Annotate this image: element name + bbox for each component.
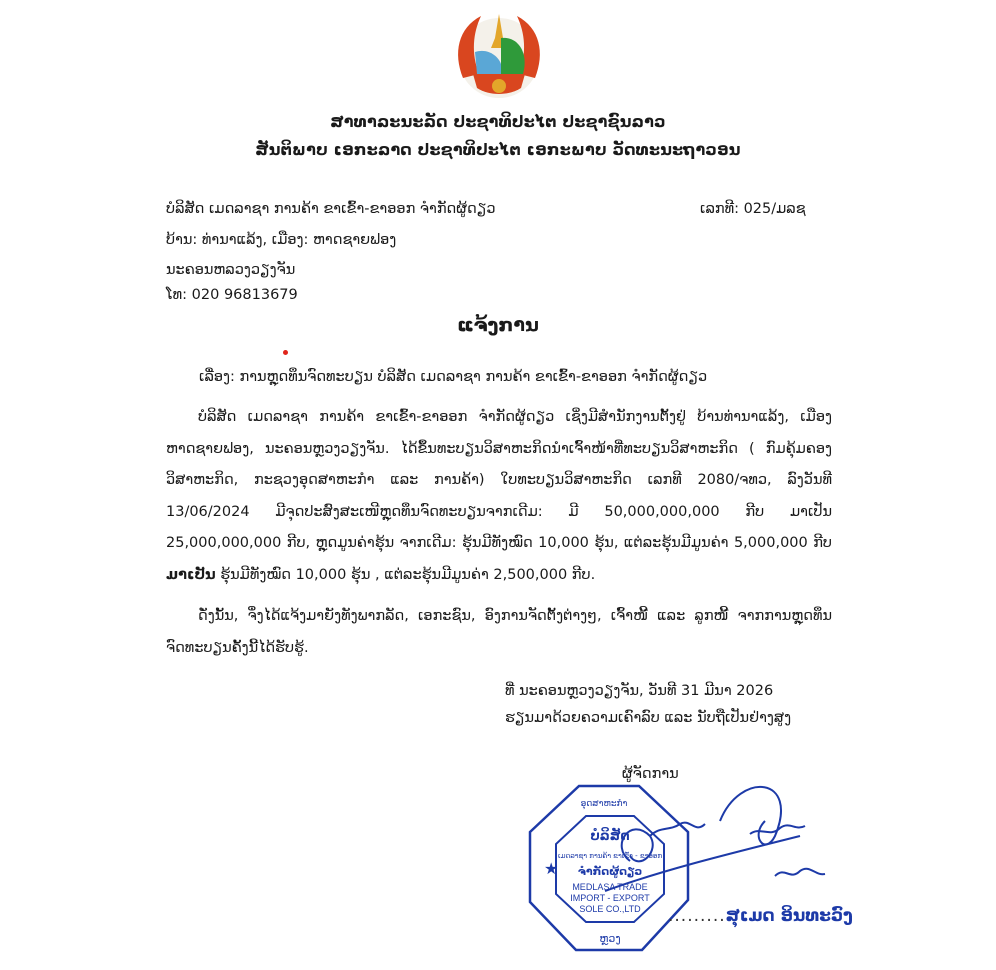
svg-text:IMPORT - EXPORT: IMPORT - EXPORT (570, 893, 650, 903)
paragraph2-text: ດັ່ງນັ້ນ, ຈຶ່ງໄດ້ແຈ້ງມາຍັງທັງພາກລັດ, ເອກະຊົນ, ອົງການຈັດຕັ້ງຕ່າງໆ, ເຈົ້າໜີ້ ແລະ ລູກໜີ້ ຈາກການຫຼຸດທຶນຈົດທະບຽນຄັ້ງນີ້ໄດ້ຮັບຮູ້. (166, 608, 832, 656)
svg-text:★: ★ (544, 859, 559, 878)
signature-dots: ......... (668, 906, 726, 926)
svg-text:ອຸດສາຫະກຳ: ອຸດສາຫະກຳ (580, 799, 628, 809)
svg-text:ບໍລິສັດ: ບໍລິສັດ (590, 829, 630, 844)
paragraph1-text-end: ຮຸ້ນມີທັງໝົດ 10,000 ຮຸ້ນ , ແຕ່ລະຮຸ້ນມີມູນຄ່າ 2,500,000 ກີບ. (215, 566, 596, 583)
svg-text:ຫຼວງ: ຫຼວງ (599, 932, 621, 945)
svg-text:MEDLASA TRADE: MEDLASA TRADE (572, 882, 648, 892)
svg-text:ເມດລາຊາ ການຄ້າ ຂາເຂົ້າ - ຂາອອກ: ເມດລາຊາ ການຄ້າ ຂາເຂົ້າ - ຂາອອກ (557, 852, 663, 860)
sender-address: ບ້ານ: ທ່ານາແລ້ງ, ເມືອງ: ຫາດຊາຍຟອງ (166, 232, 397, 248)
paragraph1-text: ບໍລິສັດ ເມດລາຊາ ການຄ້າ ຂາເຂົ້າ-ຂາອອກ ຈຳກັດຜູ້ດຽວ ເຊິ່ງມີສຳນັກງານຕັ້ງຢູ່ ບ້ານທ່ານາແລ້ງ, ເມືອງ ຫາດຊາຍຟອງ, ນະຄອນຫຼວງວຽງຈັນ. ໄດ້ຂຶ້ນທະບຽນວິສາຫະກິດນຳເຈົ້າໜ້າທີ່ທະບຽນວິສາຫະກິດ ( ກົມຄຸ້ມຄອງວິສາຫະກິດ, ກະຊວງອຸດສາຫະກຳ ແລະ ການຄ້າ) ໃບທະບຽນວິສາຫະກິດ ເລກທີ 2080/ຈທວ, ລົງວັນທີ 13/06/2024 ມີຈຸດປະສົງສະເໜີຫຼຸດທຶນຈົດທະບຽນຈາກເດີມ: ມີ 50,000,000,000 ກີບ ມາເປັນ 25,000,000,000 ກີບ, ຫຼຸດມູນຄ່າຮຸ້ນ ຈາກເດີມ: ຮຸ້ນມີທັງໝົດ 10,000 ຮຸ້ນ, ແຕ່ລະຮຸ້ນມີມູນຄ່າ 5,000,000 ກີບ (166, 409, 832, 551)
sender-company: ບໍລິສັດ ເມດລາຊາ ການຄ້າ ຂາເຂົ້າ-ຂາອອກ ຈຳກັດຜູ້ດຽວ (166, 201, 496, 217)
signer-name-line (668, 906, 853, 926)
body-paragraph-2 (166, 601, 832, 664)
closing-regards: ຮຽນມາດ້ວຍຄວາມເຄົາລົບ ແລະ ນັບຖືເປັນຢ່າງສູງ (505, 710, 792, 726)
national-motto: ສັນຕິພາບ ເອກະລາດ ປະຊາທິປະໄຕ ເອກະພາບ ວັດທະນະຖາວອນ (255, 140, 741, 159)
document-title: ແຈ້ງການ (457, 314, 539, 336)
body-paragraph-1 (166, 402, 832, 591)
svg-text:ຈຳກັດຜູ້ດຽວ: ຈຳກັດຜູ້ດຽວ (577, 865, 643, 878)
paragraph1-bold-text: ມາເປັນ (166, 566, 216, 583)
lao-national-emblem-icon (443, 8, 555, 102)
national-header-line1: ສາທາລະນະລັດ ປະຊາທິປະໄຕ ປະຊາຊົນລາວ (330, 112, 666, 131)
sender-city: ນະຄອນຫລວງວຽງຈັນ (166, 262, 296, 278)
signer-name: ສຸເມດ ອິນທະວົງ (725, 906, 853, 926)
signer-role: ຜູ້ຈັດການ (622, 766, 679, 782)
handwritten-signature-icon (600, 776, 840, 926)
place-date: ທີ່ ນະຄອນຫຼວງວຽງຈັນ, ວັນທີ 31 ມີນາ 2026 (505, 683, 774, 699)
subject-line: ເລື່ອງ: ການຫຼຸດທຶນຈົດທະບຽນ ບໍລິສັດ ເມດລາຊາ ການຄ້າ ຂາເຂົ້າ-ຂາອອກ ຈຳກັດຜູ້ດຽວ (199, 369, 708, 385)
red-dot-mark (283, 350, 288, 355)
reference-number: ເລກທີ: 025/ມລຊ (700, 201, 806, 217)
sender-phone: ໂທ: 020 96813679 (166, 287, 298, 303)
svg-text:SOLE CO.,LTD: SOLE CO.,LTD (579, 904, 641, 914)
